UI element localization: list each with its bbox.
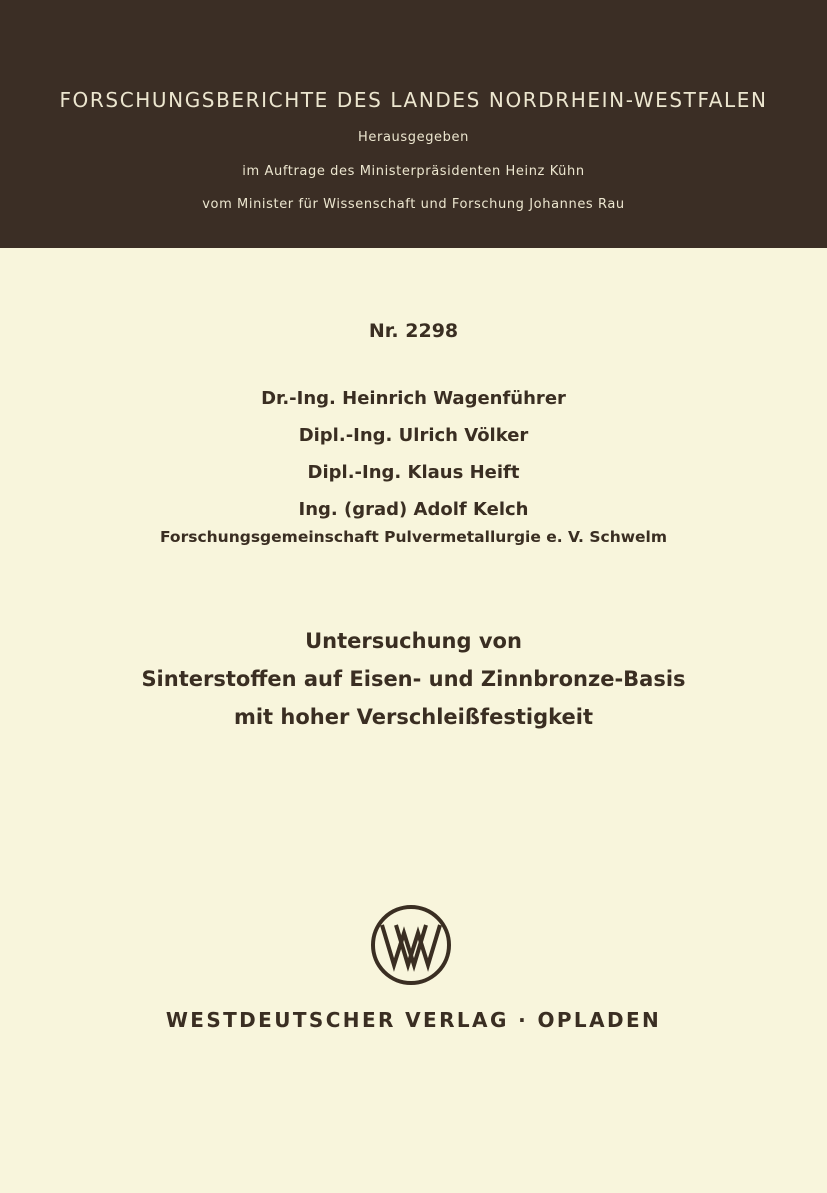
minister-line: vom Minister für Wissenschaft und Forschung Johannes Rau — [202, 197, 625, 212]
report-title — [0, 622, 827, 736]
ww-logo-icon — [369, 903, 453, 987]
author-3: Dipl.-Ing. Klaus Heift — [307, 462, 520, 483]
institution: Forschungsgemeinschaft Pulvermetallurgie e. V. Schwelm — [159, 528, 668, 546]
title-line-1: Untersuchung von — [305, 629, 522, 653]
author-2: Dipl.-Ing. Ulrich Völker — [298, 425, 529, 446]
herausgegeben-line: Herausgegeben — [358, 130, 469, 145]
auftrag-line: im Auftrage des Ministerpräsidenten Heinz Kühn — [242, 164, 585, 179]
report-number: Nr. 2298 — [368, 320, 459, 342]
author-4: Ing. (grad) Adolf Kelch — [298, 499, 529, 520]
title-line-2: Sinterstoffen auf Eisen- und Zinnbronze-Basis — [141, 667, 686, 691]
header-band — [0, 0, 827, 248]
series-title: FORSCHUNGSBERICHTE DES LANDES NORDRHEIN-WESTFALEN — [59, 88, 768, 112]
author-1: Dr.-Ing. Heinrich Wagenführer — [261, 388, 566, 409]
author-list — [0, 385, 827, 533]
title-line-3: mit hoher Verschleißfestigkeit — [233, 705, 594, 729]
publisher-name: WESTDEUTSCHER VERLAG · OPLADEN — [165, 1008, 662, 1032]
